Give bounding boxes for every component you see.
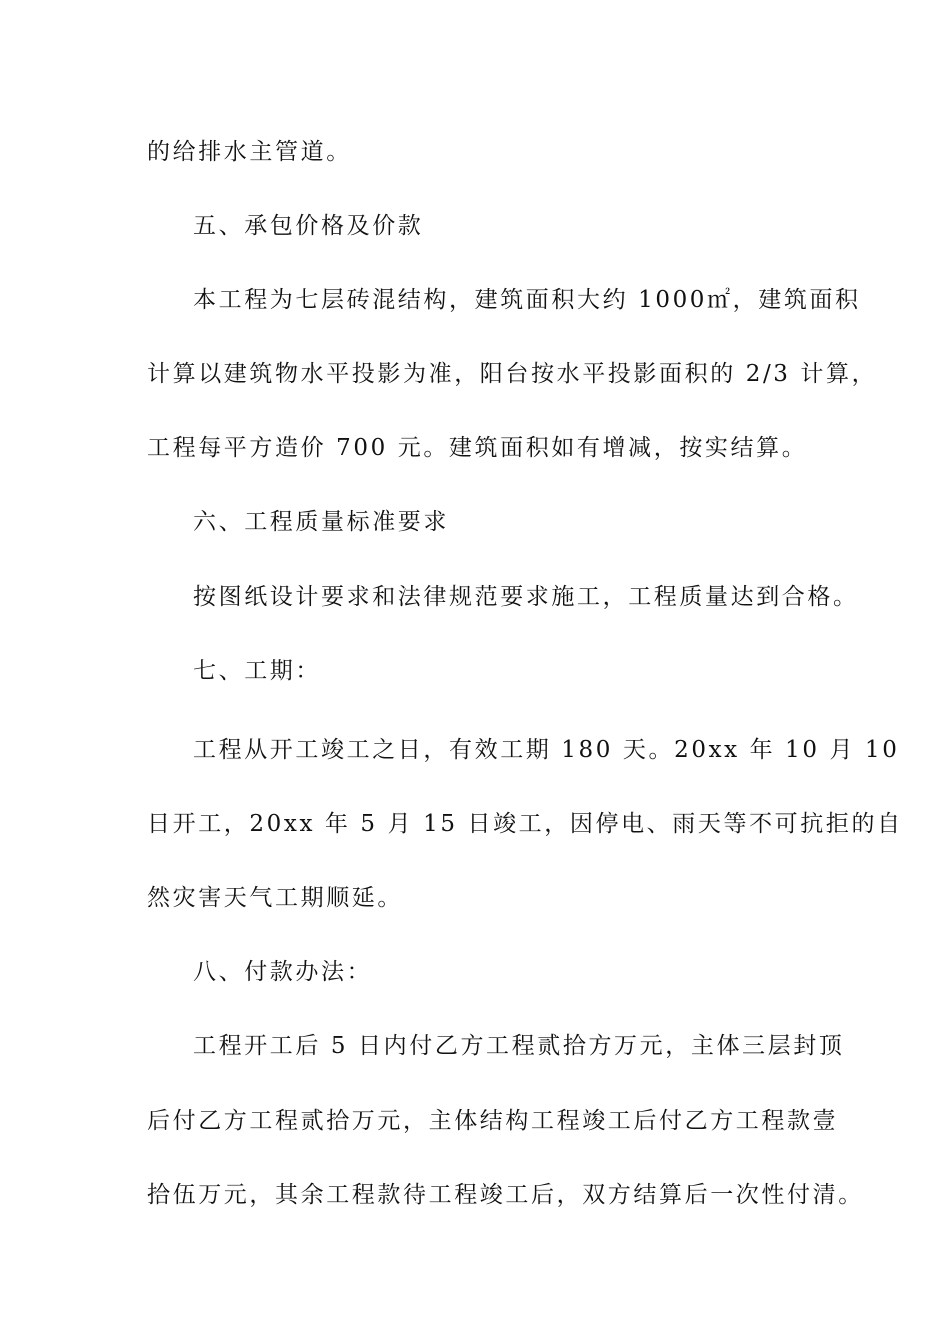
paragraph-line: 的给排水主管道。 [147,139,352,165]
paragraph-line: 后付乙方工程贰拾万元，主体结构工程竣工后付乙方工程款壹 [147,1108,839,1134]
paragraph-line: 拾伍万元，其余工程款待工程竣工后，双方结算后一次性付清。 [147,1182,864,1208]
section-heading: 七、工期： [193,658,321,684]
paragraph-line: 工程开工后 5 日内付乙方工程贰拾方万元，主体三层封顶 [193,1033,845,1059]
paragraph-line: 计算以建筑物水平投影为准，阳台按水平投影面积的 2/3 计算， [147,361,878,387]
paragraph-line: 日开工，20xx 年 5 月 15 日竣工，因停电、雨天等不可抗拒的自 [147,811,903,837]
paragraph-line: 工程每平方造价 700 元。建筑面积如有增减，按实结算。 [147,435,808,461]
section-heading: 八、付款办法： [193,959,373,985]
paragraph-line: 本工程为七层砖混结构，建筑面积大约 1000㎡，建筑面积 [193,287,861,313]
paragraph-line: 按图纸设计要求和法律规范要求施工，工程质量达到合格。 [193,584,859,610]
paragraph-line: 工程从开工竣工之日，有效工期 180 天。20xx 年 10 月 10 [193,737,900,763]
section-heading: 五、承包价格及价款 [193,213,424,239]
paragraph-line: 然灾害天气工期顺延。 [147,885,403,911]
section-heading: 六、工程质量标准要求 [193,509,449,535]
